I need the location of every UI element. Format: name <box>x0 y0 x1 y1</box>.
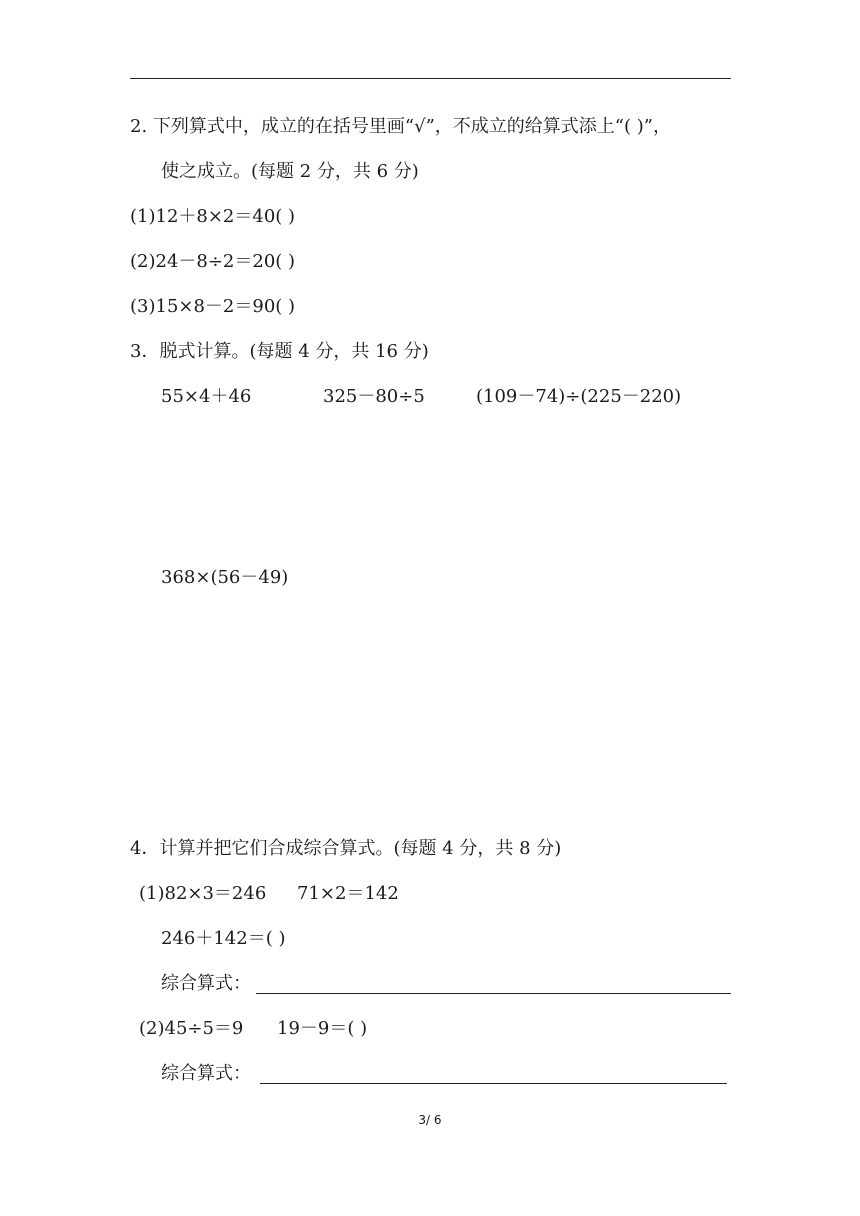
q4-part1-calc-b: 71×2＝142 <box>297 883 399 904</box>
q3-expr-1: 55×4＋46 <box>161 386 252 407</box>
header-rule <box>130 78 731 79</box>
q4-part1-answer-line[interactable] <box>256 993 731 994</box>
q4-part1-calc-c: 246＋142＝( ) <box>161 928 286 949</box>
q4-part2-calc-a: (2)45÷5＝9 <box>139 1018 244 1039</box>
q2-item-2: (2)24－8÷2＝20( ) <box>130 251 296 272</box>
q3-expr-3: (109－74)÷(225－220) <box>476 386 682 407</box>
page-number: 3/ 6 <box>418 1113 442 1127</box>
q3-expr-4: 368×(56－49) <box>161 567 289 588</box>
q3-expr-2: 325－80÷5 <box>323 386 425 407</box>
q4-part2-calc-b: 19－9＝( ) <box>277 1018 368 1039</box>
q2-item-3: (3)15×8－2＝90( ) <box>130 296 296 317</box>
q4-part2-answer-line[interactable] <box>260 1083 727 1084</box>
q2-item-1: (1)12＋8×2＝40( ) <box>130 206 296 227</box>
q4-part1-label: 综合算式： <box>161 973 251 994</box>
q4-part1-calc-a: (1)82×3＝246 <box>139 883 267 904</box>
q2-stem-line2: 使之成立。(每题 2 分，共 6 分) <box>161 161 419 182</box>
q2-stem-line1: 2. 下列算式中，成立的在括号里画“√”，不成立的给算式添上“( )”， <box>130 116 671 137</box>
q4-part2-label: 综合算式： <box>161 1063 251 1084</box>
q4-stem: 4．计算并把它们合成综合算式。(每题 4 分，共 8 分) <box>130 838 562 859</box>
q3-stem: 3．脱式计算。(每题 4 分，共 16 分) <box>130 341 429 362</box>
